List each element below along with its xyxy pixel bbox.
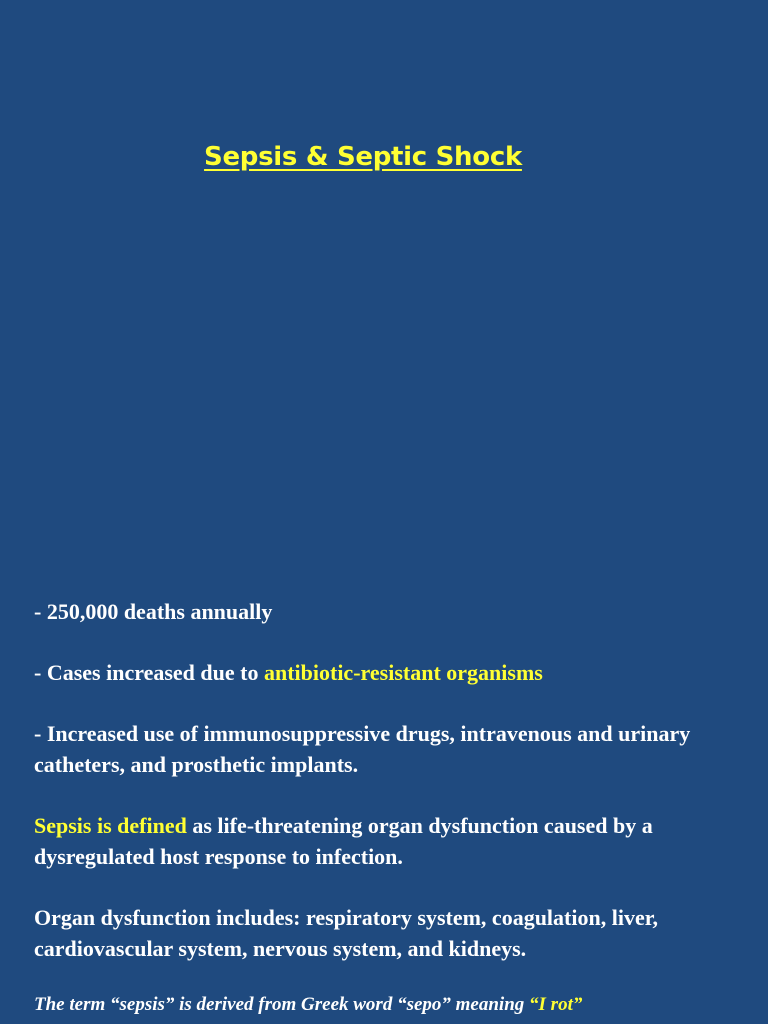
bullet-cases-highlight: antibiotic-resistant organisms: [263, 660, 543, 685]
bullet-cases: [34, 657, 734, 688]
spacer: [34, 872, 734, 902]
sepsis-definition: [34, 810, 734, 872]
slide-title: Sepsis & Septic Shock: [204, 142, 522, 172]
sepsis-definition-highlight: Sepsis is defined: [34, 813, 187, 838]
organ-dysfunction: Organ dysfunction includes: respiratory system, coagulation, liver, cardiovascular system, nervous system, and kidneys.: [34, 905, 658, 961]
spacer: [34, 688, 734, 718]
spacer: [34, 627, 734, 657]
bullet-cases-text: - Cases increased due to: [34, 660, 264, 685]
slide-body: [34, 596, 734, 964]
etymology-note: [34, 994, 754, 1016]
spacer: [34, 780, 734, 810]
bullet-immunosuppressive: - Increased use of immunosuppressive drugs, intravenous and urinary catheters, and prosthetic implants.: [34, 721, 691, 777]
bullet-deaths: - 250,000 deaths annually: [34, 599, 273, 624]
sepsis-definition-text: as life-threatening organ dysfunction caused by a dysregulated host response to infection.: [34, 813, 653, 869]
etymology-text: The term “sepsis” is derived from Greek word “sepo” meaning: [34, 994, 530, 1015]
etymology-highlight: “I rot”: [529, 994, 583, 1015]
